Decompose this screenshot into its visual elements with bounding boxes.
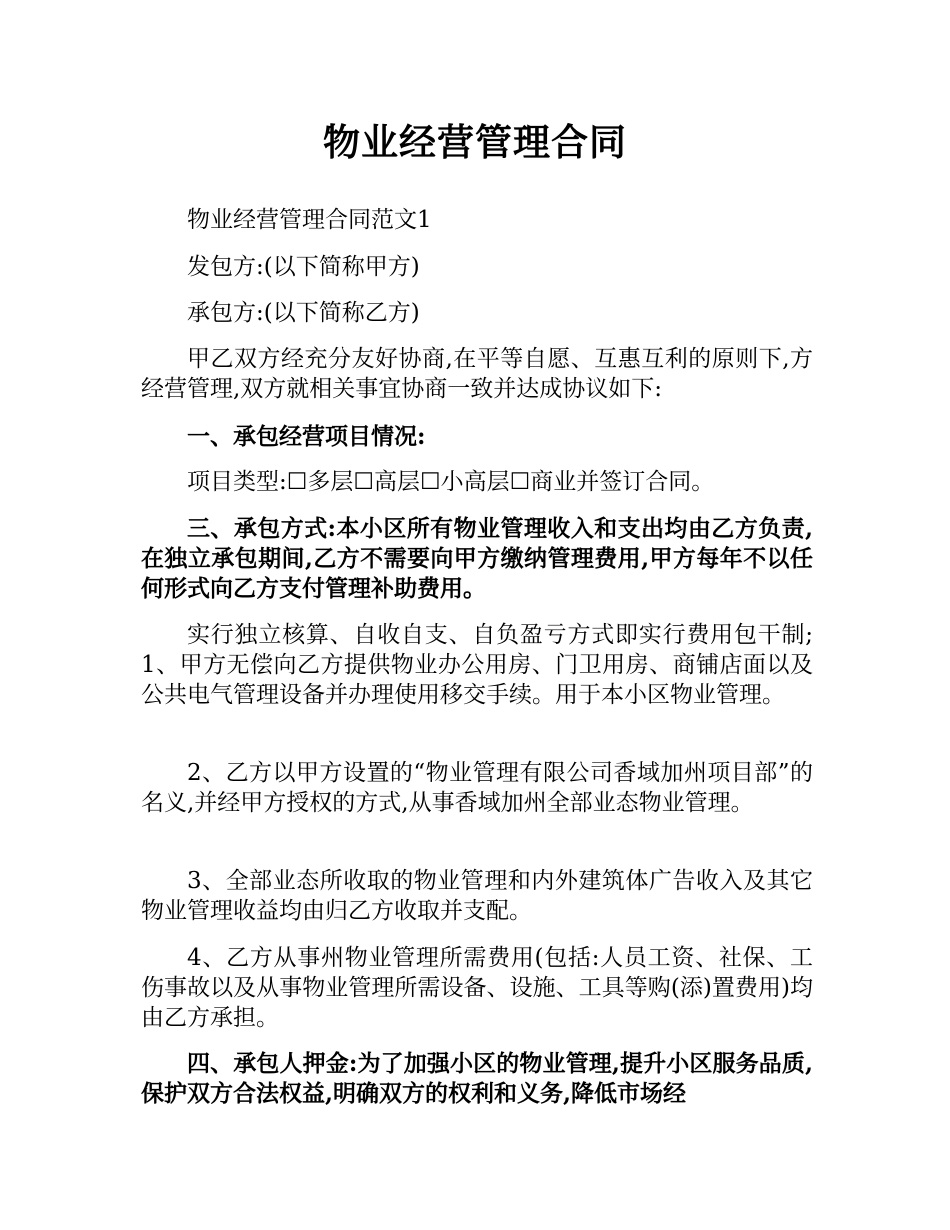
section-contract-method: 三、承包方式:本小区所有物业管理收入和支出均由乙方负责,在独立承包期间,乙方不需要向甲方缴纳管理费用,甲方每年不以任何形式向乙方支付管理补助费用。 [141,515,813,602]
paragraph-party-a: 发包方:(以下简称甲方) [187,254,420,280]
paragraph-preamble: 甲乙双方经充分友好协商,在平等自愿、互惠互利的原则下,方经营管理,双方就相关事宜协商一致并达成协议如下: [141,346,813,402]
paragraph-template-name: 物业经营管理合同范文1 [187,207,432,233]
paragraph-item-2: 2、乙方以甲方设置的“物业管理有限公司香域加州项目部”的名义,并经甲方授权的方式,从事香域加州全部业态物业管理。 [141,760,813,816]
paragraph-item-3: 3、全部业态所收取的物业管理和内外建筑体广告收入及其它物业管理收益均由归乙方收取并支配。 [141,868,813,924]
paragraph-party-b: 承包方:(以下简称乙方) [187,300,420,326]
paragraph-item-4: 4、乙方从事州物业管理所需费用(包括:人员工资、社保、工伤事故以及从事物业管理所需设备、设施、工具等购(添)置费用)均由乙方承担。 [141,945,813,1031]
document-title: 物业经营管理合同 [323,120,627,164]
section-heading-project: 一、承包经营项目情况: [187,423,426,450]
section-deposit: 四、承包人押金:为了加强小区的物业管理,提升小区服务品质,保护双方合法权益,明确双方的权利和义务,降低市场经 [141,1050,813,1107]
paragraph-accounting: 实行独立核算、自收自支、自负盈亏方式即实行费用包干制;1、甲方无偿向乙方提供物业办公用房、门卫用房、商铺店面以及公共电气管理设备并办理使用移交手续。用于本小区物业管理。 [141,622,813,708]
paragraph-project-type: 项目类型:☐多层☐高层☐小高层☐商业并签订合同。 [187,469,715,495]
